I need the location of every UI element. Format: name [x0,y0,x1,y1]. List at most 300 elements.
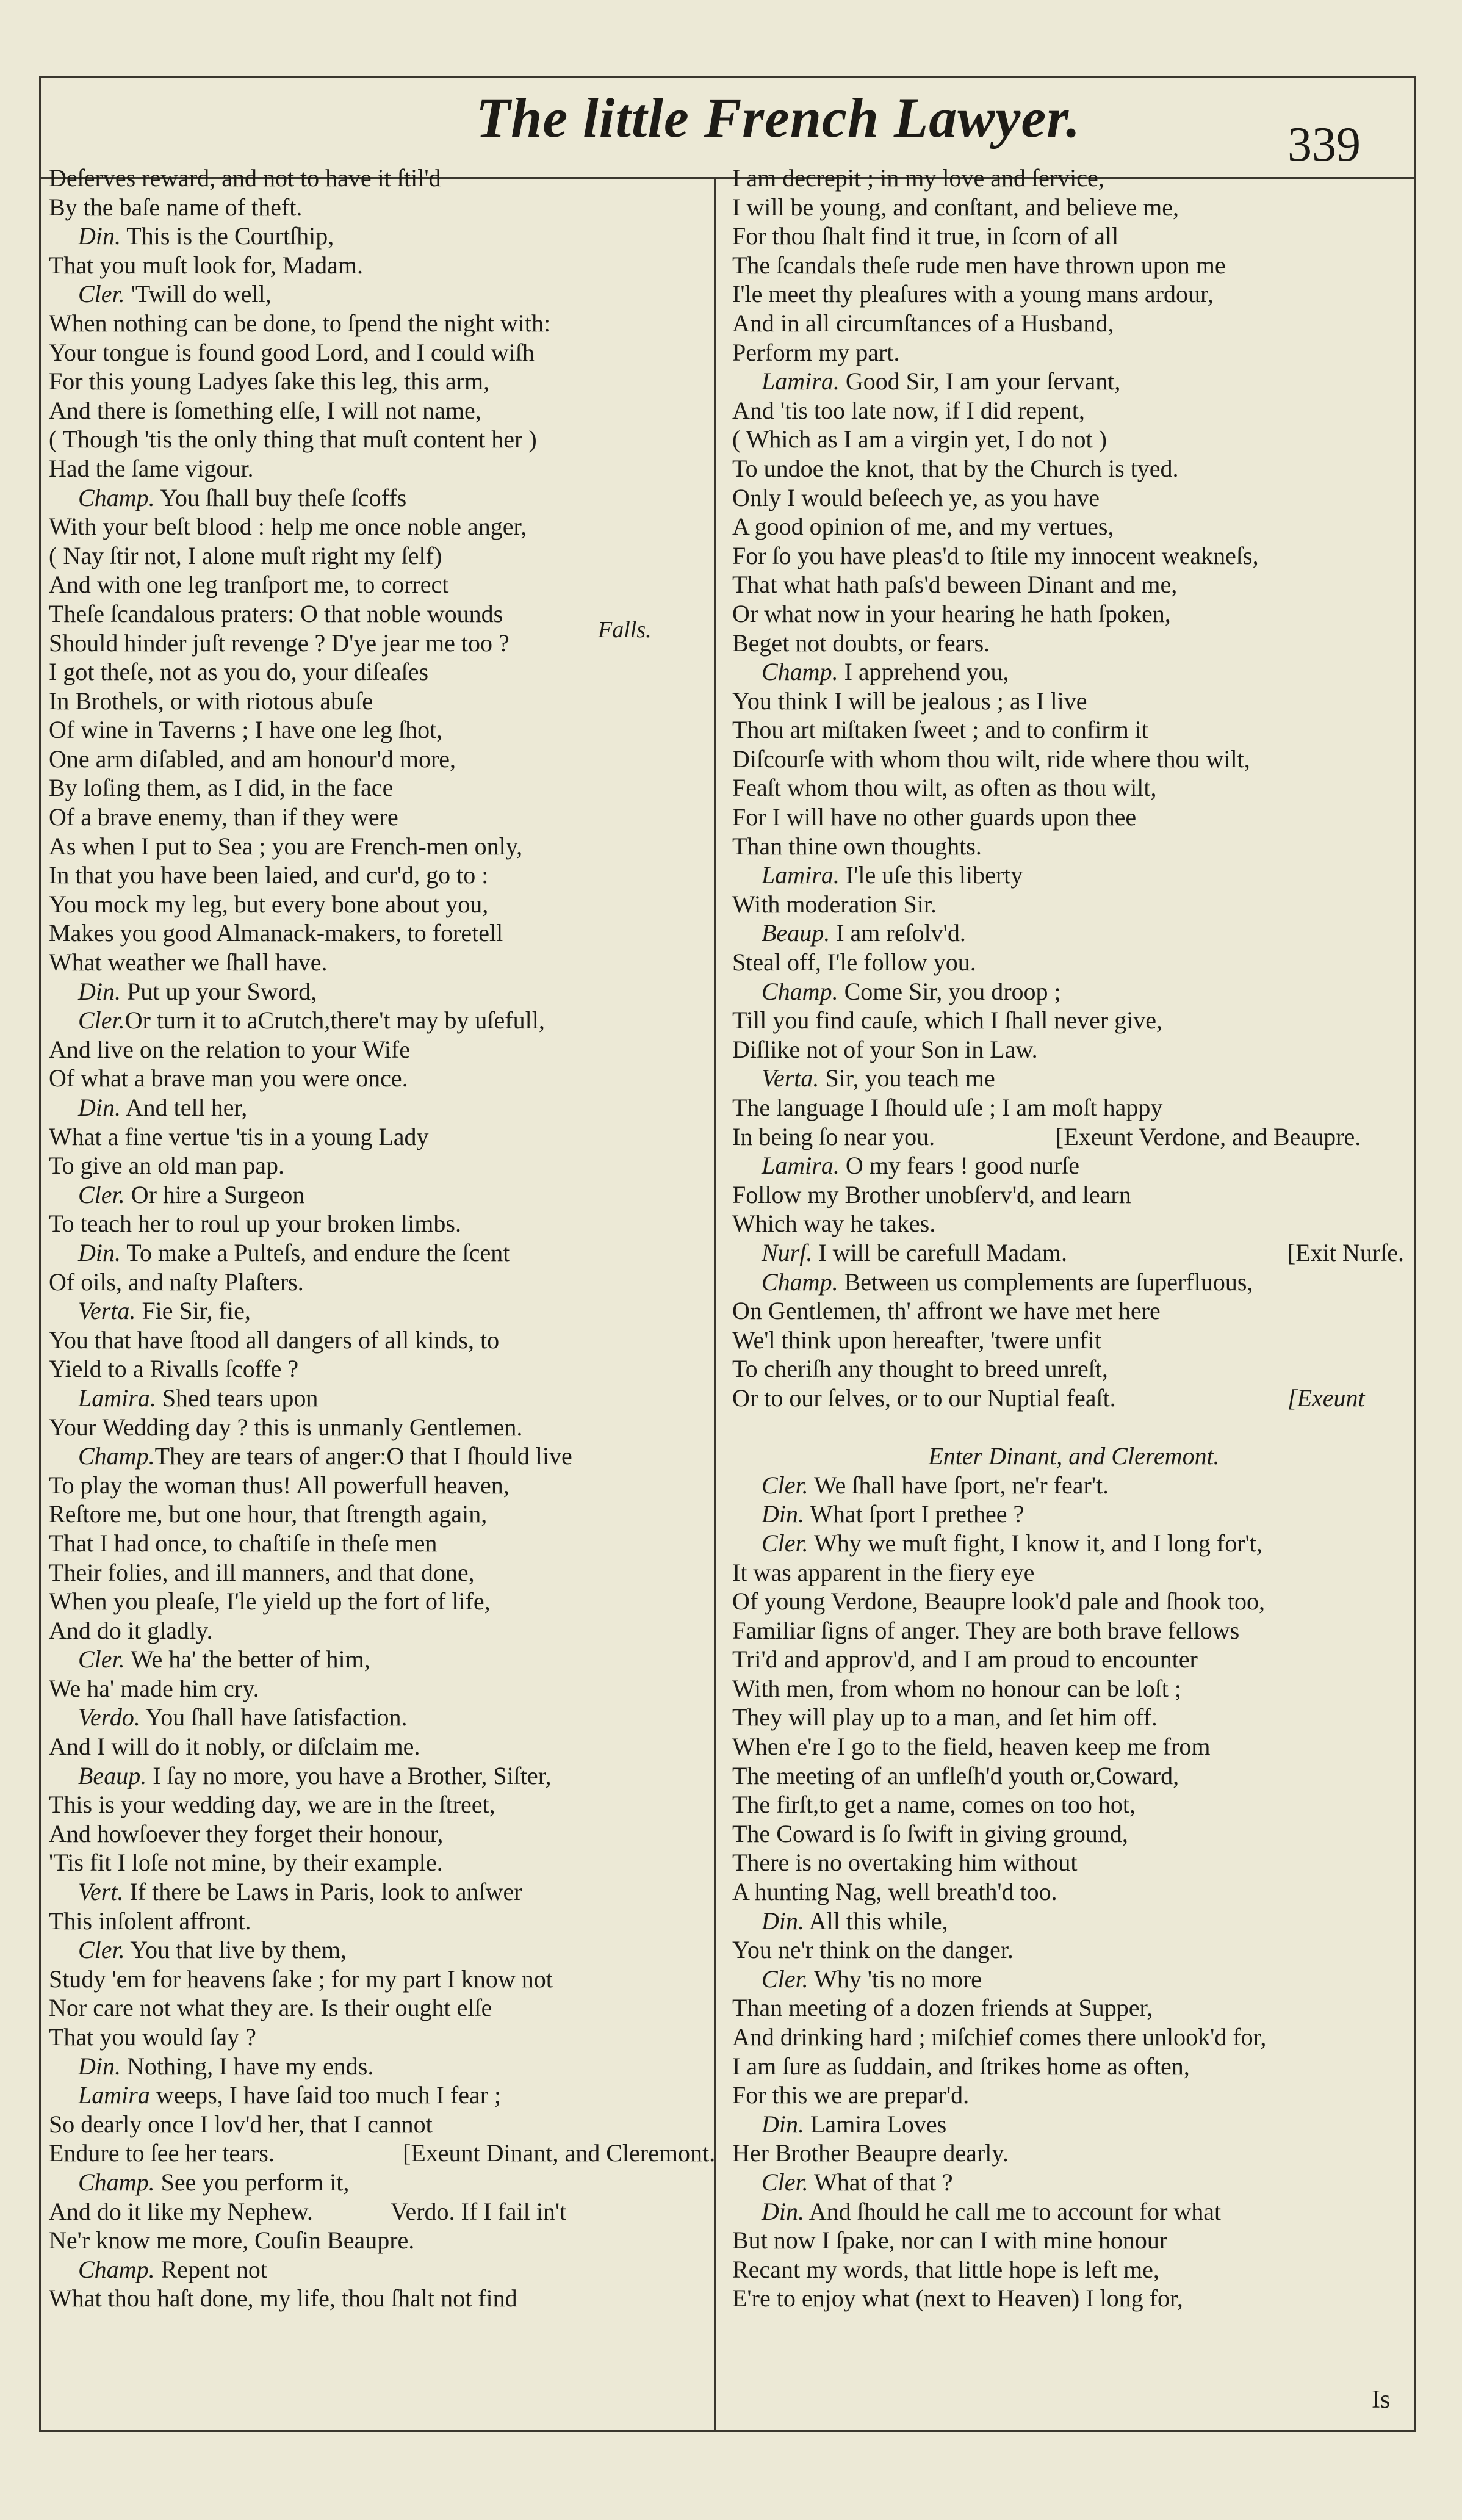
verse-line [49,1993,726,2023]
speech-text: And 'tis too late now, if I did repent, [732,396,1085,424]
verse-line [732,1732,1416,1761]
speech-text: When nothing can be done, to ſpend the night with: [49,309,551,337]
speech-text: Nor care not what they are. Is their ought elſe [49,1994,492,2022]
speech-text: To give an old man pap. [49,1152,284,1180]
speech-text: The meeting of an unfleſh'd youth or,Coward, [732,1761,1179,1789]
verse-line [49,1035,726,1064]
speech-text: What of that ? [808,2168,953,2196]
verse-line [732,367,1416,396]
verse-line [49,832,726,861]
verse-line [49,948,726,977]
verse-line [732,948,1416,977]
verse-line [49,1122,726,1152]
speech-text: Why we muſt fight, I know it, and I long for't, [808,1529,1262,1557]
speech-text: Recant my words, that little hope is left me, [732,2255,1159,2283]
speech-text: Your tongue is found good Lord, and I could wiſh [49,338,535,366]
speech-text: Between us complements are ſuperfluous, [838,1268,1253,1296]
speech-text: The ſcandals theſe rude men have thrown upon me [732,251,1226,279]
speech-text: Of a brave enemy, than if they were [49,803,398,831]
verse-line [49,1645,726,1674]
speech-text: And ſhould he call me to account for what [804,2197,1222,2225]
verse-line [49,2139,726,2168]
speech-text: You think I will be jealous ; as I live [732,687,1087,715]
speech-text: In being ſo near you. [732,1122,935,1150]
verse-line [732,1471,1416,1500]
verse-line [49,570,726,599]
verse-line [732,570,1416,599]
speaker-label: Cler. [78,1180,125,1208]
speaker-label: Champ. [78,2168,155,2196]
speech-text: And do it gladly. [49,1616,213,1644]
speech-text: If there be Laws in Paris, look to anſwer [123,1878,522,1906]
speech-text: For this we are prepar'd. [732,2081,970,2109]
speech-text: Enter Dinant, and Cleremont. [928,1442,1220,1470]
stage-direction-enter [732,1442,1416,1471]
verse-line [49,1238,726,1268]
verse-line [732,1877,1416,1907]
speech-text: Theſe ſcandalous praters: O that noble wounds [49,599,503,627]
speaker-label: Din. [762,2110,804,2138]
speech-text: Of wine in Taverns ; I have one leg ſhot, [49,716,443,744]
verse-line [49,1064,726,1093]
verse-line [732,2197,1416,2226]
verse-line [732,541,1416,571]
speech-text: A hunting Nag, well breath'd too. [732,1878,1057,1906]
speaker-label: Lamira. [762,861,840,889]
speech-text: Fie Sir, fie, [135,1297,251,1325]
verse-line [49,1500,726,1529]
verse-line [49,1703,726,1732]
verse-line [732,715,1416,745]
verse-line [732,745,1416,774]
speech-verdo: Verdo. If I fail in't [391,2197,567,2225]
speech-text: The firſt,to get a name, comes on too hot, [732,1791,1136,1819]
stage-direction-exeunt: [Exeunt Dinant, and Cleremont. [403,2139,716,2167]
verse-line [49,1965,726,1994]
verse-line [732,832,1416,861]
speech-text: Than thine own thoughts. [732,832,982,860]
speaker-label: Champ. [78,2255,155,2283]
speech-text: Than meeting of a dozen friends at Supper, [732,1994,1153,2022]
speech-text: That what hath paſs'd beween Dinant and me, [732,571,1178,599]
speech-text: Deſerves reward, and not to have it ſtil'd [49,164,441,192]
verse-line [49,773,726,803]
verse-line [732,309,1416,338]
verse-line [49,164,726,193]
verse-line [732,1993,1416,2023]
speaker-label: Din. [762,1907,804,1935]
speech-text: And drinking hard ; miſchief comes there unlook'd for, [732,2023,1267,2051]
speech-text: I'le meet thy pleaſures with a young mans ardour, [732,280,1214,308]
speech-text: O my fears ! good nurſe [839,1152,1080,1180]
verse-line [732,2226,1416,2255]
speech-text: Come Sir, you droop ; [838,977,1061,1005]
speech-text: To make a Pulteſs, and endure the ſcent [121,1238,510,1266]
verse-line [49,2197,726,2226]
verse-line [732,773,1416,803]
verse-line [732,1180,1416,1210]
page-number: 339 [1287,118,1361,171]
speech-text: Or hire a Surgeon [124,1180,305,1208]
verse-line [732,657,1416,687]
speaker-label: Din. [78,1094,121,1121]
verse-line [732,1238,1416,1268]
speech-text: Of what a brave man you were once. [49,1064,408,1092]
speaker-label: Cler. [78,1006,125,1034]
speech-text: But now I ſpake, nor can I with mine honour [732,2226,1168,2255]
speech-text: Or to our ſelves, or to our Nuptial feaſt. [732,1384,1116,1412]
verse-line [49,1471,726,1500]
speech-text: Your Wedding day ? this is unmanly Gentlemen. [49,1413,523,1441]
speech-text: Nothing, I have my ends. [121,2052,374,2080]
speech-text: What a fine vertue 'tis in a young Lady [49,1122,429,1150]
speaker-label: Nurſ. [762,1238,813,1266]
verse-line [49,309,726,338]
verse-line [49,1732,726,1761]
speech-text: What thou haſt done, my life, thou ſhalt not find [49,2284,517,2312]
verse-line [49,1006,726,1035]
speech-text: I will be carefull Madam. [812,1238,1067,1266]
verse-line [49,803,726,832]
speech-text: I am reſolv'd. [830,919,966,947]
speaker-label: Beaup. [78,1761,147,1789]
speaker-label: Verdo. [78,1703,140,1731]
verse-line [49,425,726,454]
speech-text: Familiar ſigns of anger. They are both brave fellows [732,1616,1240,1644]
verse-line [732,1500,1416,1529]
verse-line [49,1384,726,1413]
speech-text: Study 'em for heavens ſake ; for my part I know not [49,1965,553,1993]
speech-text: Tri'd and approv'd, and I am proud to encounter [732,1645,1198,1673]
speech-text: Thou art miſtaken ſweet ; and to confirm it [732,716,1149,744]
speech-text: Good Sir, I am your ſervant, [839,367,1121,395]
verse-line [732,1006,1416,1035]
speech-text: Sir, you teach me [819,1064,995,1092]
speech-text: You that live by them, [124,1936,347,1964]
speaker-label: Cler. [762,1965,808,1993]
verse-line [732,1354,1416,1384]
speech-text: And howſoever they forget their honour, [49,1819,444,1847]
verse-line [49,745,726,774]
speech-text: Till you find cauſe, which I ſhall never give, [732,1006,1163,1034]
speaker-label: Cler. [78,1645,125,1673]
verse-line [49,2110,726,2139]
verse-line [49,1616,726,1645]
speech-text: To teach her to roul up your broken limbs. [49,1210,461,1238]
verse-line [49,1558,726,1587]
verse-line [49,251,726,280]
speaker-label: Champ. [78,1442,155,1470]
verse-line [732,280,1416,309]
speech-text: Shed tears upon [156,1384,319,1412]
speaker-label: Cler. [762,1529,808,1557]
verse-line [49,861,726,890]
speech-text: ( Nay ſtir not, I alone muſt right my ſelf) [49,541,442,569]
verse-line [49,483,726,513]
speech-text: To cheriſh any thought to breed unreſt, [732,1355,1108,1383]
speaker-label: Cler. [78,1936,125,1964]
verse-line [49,1326,726,1355]
left-column [49,164,726,2313]
speech-text: By the baſe name of theft. [49,193,303,221]
verse-line [732,2023,1416,2052]
speaker-label: Din. [762,1500,804,1528]
speaker-label: Cler. [762,1471,808,1499]
speech-text: In Brothels, or with riotous abuſe [49,687,373,715]
verse-line [732,251,1416,280]
verse-line [732,1848,1416,1877]
speech-text: 'Twill do well, [124,280,272,308]
verse-line [732,1151,1416,1180]
speech-text: Beget not doubts, or fears. [732,629,990,657]
verse-line [732,1326,1416,1355]
speech-text: 'Tis fit I loſe not mine, by their example. [49,1849,443,1877]
verse-line [732,1558,1416,1587]
speech-text: Steal off, I'le follow you. [732,948,976,977]
speech-text: I am ſure as ſuddain, and ſtrikes home as often, [732,2052,1190,2080]
verse-line [732,1413,1416,1442]
verse-line [49,1180,726,1210]
verse-line [49,715,726,745]
verse-line [732,193,1416,222]
speech-text: And tell her, [121,1094,248,1121]
speech-text: What weather we ſhall have. [49,948,328,977]
speaker-label: Din. [78,1238,121,1266]
verse-line [49,541,726,571]
verse-line [732,1384,1416,1413]
verse-line [49,1268,726,1297]
speech-text: Or what now in your hearing he hath ſpoken, [732,599,1171,627]
verse-line [732,1645,1416,1674]
verse-line [732,1296,1416,1326]
speech-text: Her Brother Beaupre dearly. [732,2139,1009,2167]
verse-line [732,483,1416,513]
speech-text: When you pleaſe, I'le yield up the fort of life, [49,1587,491,1616]
verse-line [732,2255,1416,2284]
speech-text: Of young Verdone, Beaupre look'd pale and ſhook too, [732,1587,1265,1616]
verse-line [49,1935,726,1965]
speech-text: weeps, I have ſaid too much I fear ; [149,2081,502,2109]
verse-line [49,2081,726,2110]
speech-text: And I will do it nobly, or diſclaim me. [49,1733,420,1761]
verse-line [732,1209,1416,1238]
speech-text: ( Though 'tis the only thing that muſt content her ) [49,425,537,453]
speech-text: Or turn it to aCrutch,there't may by uſefull, [124,1006,545,1034]
speaker-label: Cler. [762,2168,808,2196]
speech-text: ( Which as I am a virgin yet, I do not ) [732,425,1107,453]
speech-text: We ha' made him cry. [49,1674,259,1702]
speaker-label: Din. [762,2197,804,2225]
speech-text: To play the woman thus! All powerfull heaven, [49,1471,510,1499]
speech-text: One arm diſabled, and am honour'd more, [49,745,456,773]
speaker-label: Beaup. [762,919,830,947]
speech-text: For thou ſhalt find it true, in ſcorn of all [732,222,1119,250]
verse-line [49,280,726,309]
speech-text: Diſcourſe with whom thou wilt, ride where thou wilt, [732,745,1250,773]
verse-line [732,425,1416,454]
margin-stage-direction: Falls. [598,617,652,643]
speech-text: Why 'tis no more [808,1965,982,1993]
speech-text: Feaſt whom thou wilt, as often as thou wilt, [732,774,1157,802]
speech-text: When e're I go to the field, heaven keep me from [732,1733,1211,1761]
speech-text: For ſo you have pleas'd to ſtile my innocent weakneſs, [732,541,1259,569]
verse-line [732,1935,1416,1965]
speech-text: Makes you good Almanack-makers, to foretell [49,919,503,947]
speech-text: As when I put to Sea ; you are French-men only, [49,832,523,860]
verse-line [732,2284,1416,2313]
verse-line [732,2168,1416,2197]
speech-text: That I had once, to chaſtiſe in theſe men [49,1529,438,1557]
verse-line [49,193,726,222]
verse-line [732,803,1416,832]
speech-text: Yield to a Rivalls ſcoffe ? [49,1355,299,1383]
speech-text: They are tears of anger:O that I ſhould live [154,1442,572,1470]
speech-text: What ſport I prethee ? [804,1500,1024,1528]
speech-text: There is no overtaking him without [732,1849,1078,1877]
verse-line [732,687,1416,716]
verse-line [732,164,1416,193]
verse-line [732,1616,1416,1645]
speech-text: A good opinion of me, and my vertues, [732,513,1114,541]
running-title: The little French Lawyer. [476,87,1081,149]
speech-text: This is your wedding day, we are in the ſtreet, [49,1791,495,1819]
verse-line [732,1790,1416,1819]
speech-text: For I will have no other guards upon thee [732,803,1137,831]
speech-text: Put up your Sword, [121,977,317,1005]
verse-line [49,890,726,919]
speaker-label: Lamira. [762,1152,840,1180]
speech-text: Endure to ſee her tears. [49,2139,275,2167]
speech-text: By loſing them, as I did, in the face [49,774,394,802]
stage-direction-exeunt: [Exeunt [1287,1384,1365,1412]
speech-text: You ſhall buy theſe ſcoffs [154,483,407,511]
speech-text: Of oils, and naſty Plaſters. [49,1268,304,1296]
speech-text: With men, from whom no honour can be loſt ; [732,1674,1182,1702]
speech-text: Their folies, and ill manners, and that done, [49,1558,475,1586]
verse-line [49,367,726,396]
speech-text: And with one leg tranſport me, to correct [49,571,449,599]
verse-line [732,338,1416,367]
verse-line [732,222,1416,251]
speech-text: We ha' the better of him, [124,1645,370,1673]
verse-line [49,2023,726,2052]
verse-line [49,1761,726,1791]
verse-line [49,1819,726,1849]
speech-text: I apprehend you, [838,658,1009,686]
verse-line [49,222,726,251]
speech-text: Had the ſame vigour. [49,454,254,482]
verse-line [49,1674,726,1703]
speaker-label: Lamira. [78,1384,156,1412]
verse-line [49,657,726,687]
speech-text: I'le uſe this liberty [839,861,1023,889]
verse-line [49,1790,726,1819]
speech-text: Follow my Brother unobſerv'd, and learn [732,1180,1131,1208]
speech-text: I will be young, and conſtant, and believe me, [732,193,1179,221]
verse-line [732,890,1416,919]
verse-line [732,512,1416,541]
verse-line [732,1674,1416,1703]
verse-line [49,1354,726,1384]
verse-line [732,2081,1416,2110]
right-column [732,164,1416,2313]
verse-line [732,1268,1416,1297]
verse-line [49,2284,726,2313]
verse-line [49,338,726,367]
verse-line [49,1907,726,1936]
speaker-label: Cler. [78,280,125,308]
verse-line [49,1093,726,1122]
speech-text: Repent not [154,2255,267,2283]
speech-text: See you perform it, [154,2168,350,2196]
catchword: Is [1372,2386,1391,2414]
verse-line [732,1703,1416,1732]
verse-line [732,454,1416,483]
speech-text: I am decrepit ; in my love and ſervice, [732,164,1104,192]
verse-line [732,977,1416,1006]
speech-text: You mock my leg, but every bone about you, [49,890,489,918]
speech-text: For this young Ladyes ſake this leg, this arm, [49,367,490,395]
verse-line [49,1209,726,1238]
verse-line [49,1413,726,1442]
speech-text: We'l think upon hereafter, 'twere unfit [732,1326,1101,1354]
verse-line [732,1529,1416,1558]
speaker-label: Champ. [78,483,155,511]
speech-text: All this while, [804,1907,948,1935]
speech-text: I got theſe, not as you do, your diſeaſes [49,658,429,686]
verse-line [49,512,726,541]
verse-line [49,2255,726,2284]
speech-text: We ſhall have ſport, ne'r fear't. [808,1471,1109,1499]
verse-line [49,977,726,1006]
verse-line [732,1122,1416,1152]
speech-text: Ne'r know me more, Couſin Beaupre. [49,2226,415,2255]
verse-line [49,454,726,483]
verse-line [49,1529,726,1558]
speech-text: The language I ſhould uſe ; I am moſt happy [732,1094,1163,1121]
verse-line [732,1907,1416,1936]
speech-text: In that you have been laied, and cur'd, go to : [49,861,489,889]
verse-line [732,396,1416,425]
speech-text: This inſolent affront. [49,1907,251,1935]
speech-text: You that have ſtood all dangers of all kinds, to [49,1326,500,1354]
verse-line [49,2226,726,2255]
speech-text: Which way he takes. [732,1210,936,1238]
speech-text: And live on the relation to your Wife [49,1035,410,1063]
verse-line [732,599,1416,629]
verse-line [49,687,726,716]
speech-text: With your beſt blood : help me once noble anger, [49,513,527,541]
speech-text: Perform my part. [732,338,900,366]
speech-text: Diſlike not of your Son in Law. [732,1035,1038,1063]
verse-line [49,1587,726,1616]
verse-line [732,629,1416,658]
speech-text: You ſhall have ſatisfaction. [140,1703,408,1731]
speaker-label: Din. [78,977,121,1005]
verse-line [49,2168,726,2197]
verse-line [49,1442,726,1471]
verse-line [49,396,726,425]
verse-line [732,1819,1416,1849]
speech-text: On Gentlemen, th' affront we have met here [732,1297,1161,1325]
verse-line [49,2052,726,2081]
verse-line [732,1035,1416,1064]
speaker-label: Vert. [78,1878,124,1906]
verse-line [732,1064,1416,1093]
speech-text: Reſtore me, but one hour, that ſtrength again, [49,1500,488,1528]
verse-line [732,2052,1416,2081]
verse-line [49,1877,726,1907]
